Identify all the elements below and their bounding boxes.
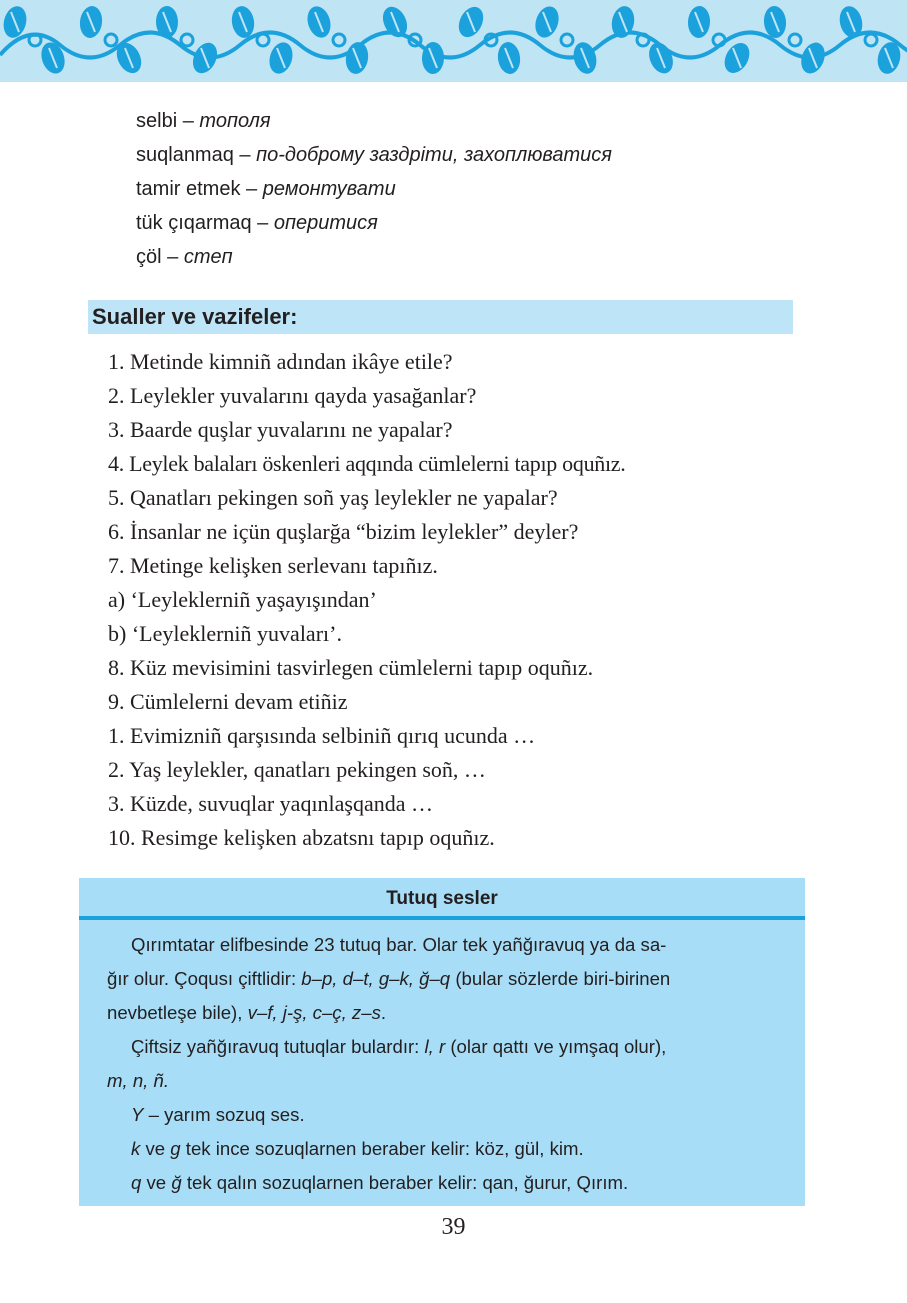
question-item: 6. İnsanlar ne içün quşlarğa “bizim leylekler” deyler? <box>108 519 579 544</box>
info-letter: k <box>131 1138 141 1159</box>
info-text: tek ince sozuqlarnen beraber kelir: köz, gül, kim. <box>180 1138 584 1159</box>
page-number: 39 <box>441 1214 466 1240</box>
questions-header <box>88 300 793 334</box>
vocabulary-translation: тополя <box>199 110 271 132</box>
vocabulary-word: selbi <box>136 110 178 132</box>
info-line <box>107 928 781 962</box>
vocabulary-word: tamir etmek <box>136 178 241 200</box>
vocabulary-word: suqlanmaq <box>136 144 234 166</box>
info-line <box>107 1132 781 1166</box>
vocabulary-word: çöl <box>136 246 162 268</box>
info-text: tek qalın sozuqlarnen beraber kelir: qan, ğurur, Qırım. <box>181 1172 629 1193</box>
vocabulary-dash: – <box>251 212 274 234</box>
question-item: 3. Küzde, suvuqlar yaqınlaşqanda … <box>108 791 434 816</box>
question-item: 1. Metinde kimniñ adından ikâye etile? <box>108 349 453 374</box>
question-item: 9. Cümlelerni devam etiñiz <box>108 689 348 714</box>
vocabulary-translation: ремонтувати <box>262 178 396 200</box>
question-item: 2. Yaş leylekler, qanatları pekingen soñ, … <box>108 757 486 782</box>
question-item: 4. Leylek balaları öskenleri aqqında cümlelerni tapıp oquñız. <box>108 451 626 476</box>
info-text: nevbetleşe bile), <box>107 1002 248 1023</box>
vocabulary-dash: – <box>161 246 184 268</box>
info-letters: m, n, ñ. <box>107 1070 170 1091</box>
info-box <box>79 878 805 1206</box>
vocabulary-dash: – <box>240 178 263 200</box>
info-text: – yarım sozuq ses. <box>143 1104 305 1125</box>
info-line <box>107 1166 781 1200</box>
floral-ornament-icon <box>0 0 907 82</box>
vocabulary-item <box>136 104 836 138</box>
question-item: b) ‘Leyleklerniñ yuvaları’. <box>108 621 342 646</box>
info-text: ğır olur. Çoqusı çiftlidir: <box>107 968 302 989</box>
question-item: 3. Baarde quşlar yuvalarını ne yapalar? <box>108 417 453 442</box>
vocabulary-translation: по-доброму заздріти, захоплюватися <box>256 144 612 166</box>
info-box-title: Tutuq sesler <box>386 888 498 909</box>
info-line <box>107 962 781 996</box>
info-text: ve <box>141 1172 172 1193</box>
info-text: (olar qattı ve yımşaq olur), <box>445 1036 667 1057</box>
info-line <box>107 1098 781 1132</box>
info-text: ve <box>140 1138 171 1159</box>
info-letter: q <box>131 1172 142 1193</box>
vocabulary-word: tük çıqarmaq <box>136 212 252 234</box>
info-box-body <box>107 928 781 1200</box>
vocabulary-dash: – <box>233 144 257 166</box>
info-text: (bular sözlerde biri-birinen <box>450 968 671 989</box>
question-item: 8. Küz mevisimini tasvirlegen cümlelerni tapıp oquñız. <box>108 655 594 680</box>
vocabulary-translation: оперитися <box>273 212 378 234</box>
vocabulary-item <box>136 172 836 206</box>
questions-list <box>108 345 828 855</box>
info-line <box>107 1064 781 1098</box>
vocabulary-item <box>136 240 836 274</box>
info-pairs: b–p, d–t, g–k, ğ–q <box>301 968 451 989</box>
info-line <box>107 1030 781 1064</box>
question-item: 1. Evimizniñ qarşısında selbiniñ qırıq ucunda … <box>108 723 536 748</box>
question-item: a) ‘Leyleklerniñ yaşayışından’ <box>108 587 377 612</box>
info-letters: l, r <box>424 1036 446 1057</box>
vocabulary-item <box>136 206 836 240</box>
question-item: 2. Leylekler yuvalarını qayda yasağanlar? <box>108 383 477 408</box>
vocabulary-item <box>136 138 836 172</box>
vocabulary-dash: – <box>177 110 200 132</box>
question-item: 10. Resimge kelişken abzatsnı tapıp oquñız. <box>108 825 495 850</box>
info-box-divider <box>79 916 805 920</box>
question-item: 7. Metinge kelişken serlevanı tapıñız. <box>108 553 438 578</box>
decorative-banner <box>0 0 907 82</box>
info-text: Çiftsiz yañğıravuq tutuqlar bulardır: <box>131 1036 425 1057</box>
info-text: . <box>380 1002 387 1023</box>
vocabulary-list <box>136 104 836 274</box>
info-line <box>107 996 781 1030</box>
info-letter: g <box>170 1138 181 1159</box>
info-pairs: v–f, j-ş, c–ç, z–s <box>247 1002 381 1023</box>
info-text: Qırımtatar elifbesinde 23 tutuq bar. Olar tek yañğıravuq ya da sa- <box>131 934 667 955</box>
vocabulary-translation: степ <box>183 246 233 268</box>
questions-header-label: Sualler ve vazifeler: <box>92 304 298 329</box>
info-letter: Y <box>131 1104 144 1125</box>
info-letter: ğ <box>171 1172 182 1193</box>
question-item: 5. Qanatları pekingen soñ yaş leylekler ne yapalar? <box>108 485 558 510</box>
